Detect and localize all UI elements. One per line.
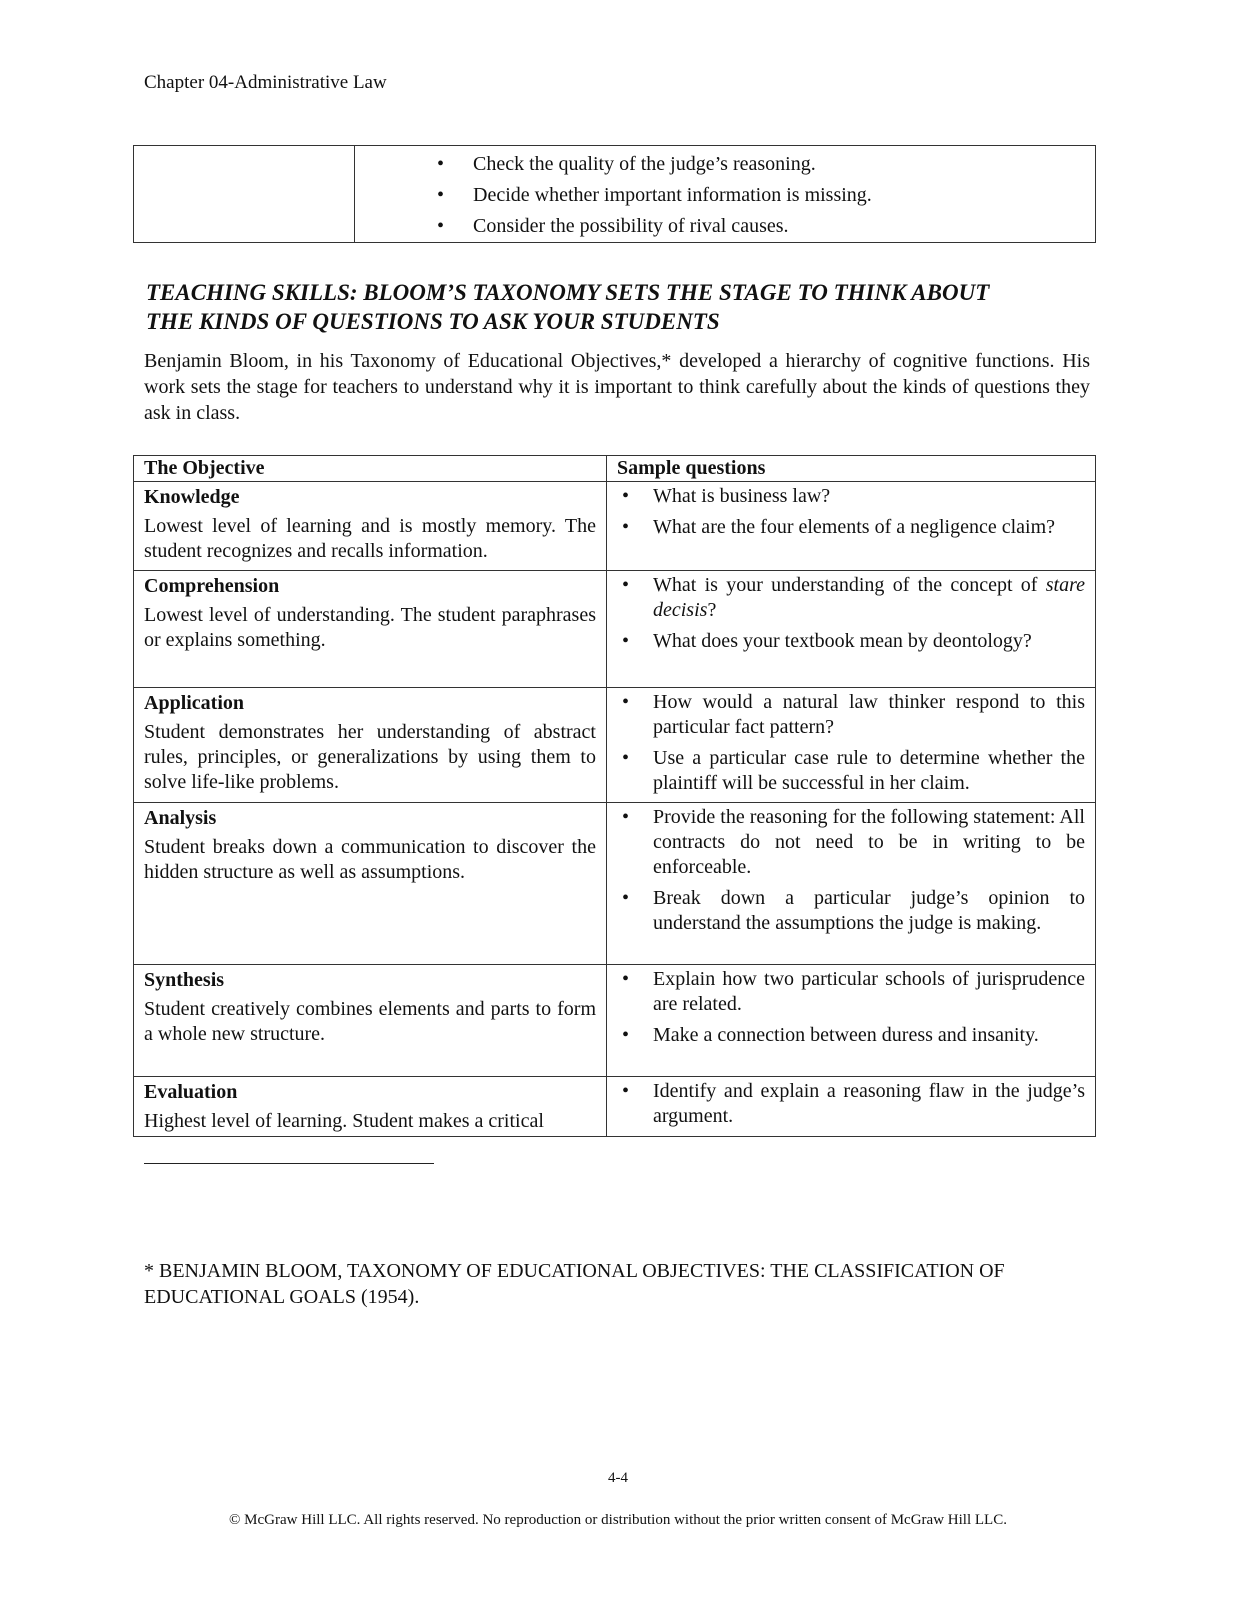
section-heading — [146, 278, 1096, 336]
question-text: What is your understanding of the concept of — [653, 574, 1046, 596]
empty-cell — [134, 146, 355, 243]
objective-description: Lowest level of understanding. The student paraphrases or explains something. — [144, 604, 596, 651]
list-item: • Make a connection between duress and insanity. — [617, 1023, 1085, 1048]
objective-cell — [134, 688, 607, 803]
list-item — [617, 573, 1085, 623]
table-row — [134, 688, 1096, 803]
list-item: • Decide whether important information is missing. — [355, 180, 1095, 211]
questions-cell — [607, 803, 1096, 965]
objective-description: Student breaks down a communication to discover the hidden structure as well as assumptions. — [144, 836, 596, 883]
header-objective: The Objective — [134, 456, 607, 482]
objective-title: Synthesis — [144, 969, 225, 991]
objective-description: Student demonstrates her understanding of abstract rules, principles, or generalizations by using them to solve life-like problems. — [144, 721, 596, 793]
header-questions: Sample questions — [607, 456, 1096, 482]
list-item: • Explain how two particular schools of jurisprudence are related. — [617, 967, 1085, 1017]
continued-bullet-list — [355, 146, 1095, 242]
questions-cell — [607, 1077, 1096, 1137]
list-item: • Check the quality of the judge’s reasoning. — [355, 149, 1095, 180]
objective-cell — [134, 803, 607, 965]
list-item: • Consider the possibility of rival causes. — [355, 211, 1095, 242]
question-list — [617, 688, 1085, 796]
questions-cell — [607, 965, 1096, 1077]
question-list — [617, 1077, 1085, 1129]
list-item: • Identify and explain a reasoning flaw in the judge’s argument. — [617, 1079, 1085, 1129]
question-punct: ? — [707, 599, 717, 621]
intro-paragraph: Benjamin Bloom, in his Taxonomy of Educational Objectives,* developed a hierarchy of cognitive functions. His work sets the stage for teachers to understand why it is important to think carefully about the kinds of questions they ask in class. — [144, 350, 1090, 424]
table-row — [134, 803, 1096, 965]
question-list — [617, 803, 1085, 936]
taxonomy-table — [133, 455, 1096, 1137]
continued-bullets-cell — [355, 146, 1096, 243]
page-number: 4-4 — [608, 1470, 628, 1486]
heading-line-1: TEACHING SKILLS: BLOOM’S TAXONOMY SETS THE STAGE TO THINK ABOUT — [146, 280, 990, 305]
objective-cell — [134, 571, 607, 688]
list-item: • Use a particular case rule to determine whether the plaintiff will be successful in her claim. — [617, 746, 1085, 796]
list-item: • Provide the reasoning for the following statement: All contracts do not need to be in writing to be enforceable. — [617, 805, 1085, 880]
table-row — [134, 965, 1096, 1077]
footnote-rule — [144, 1163, 434, 1164]
question-list — [617, 482, 1085, 540]
table-row — [134, 1077, 1096, 1137]
questions-cell — [607, 482, 1096, 571]
question-list — [617, 965, 1085, 1048]
heading-line-2: THE KINDS OF QUESTIONS TO ASK YOUR STUDENTS — [146, 309, 720, 334]
list-item: • What are the four elements of a negligence claim? — [617, 515, 1085, 540]
list-item: • What does your textbook mean by deontology? — [617, 629, 1085, 654]
list-item: • What is business law? — [617, 484, 1085, 509]
table-row — [134, 482, 1096, 571]
objective-cell — [134, 482, 607, 571]
objective-cell — [134, 965, 607, 1077]
question-list — [617, 571, 1085, 654]
objective-title: Analysis — [144, 807, 217, 829]
copyright-notice: © McGraw Hill LLC. All rights reserved. No reproduction or distribution without the prior written consent of McGraw Hill LLC. — [229, 1512, 1007, 1528]
latin-term: stare decisis — [653, 574, 1085, 621]
questions-cell — [607, 688, 1096, 803]
list-item: • Break down a particular judge’s opinion to understand the assumptions the judge is making. — [617, 886, 1085, 936]
questions-cell — [607, 571, 1096, 688]
objective-description: Student creatively combines elements and parts to form a whole new structure. — [144, 998, 596, 1045]
table-row — [134, 571, 1096, 688]
objective-title: Evaluation — [144, 1081, 238, 1103]
objective-description: Lowest level of learning and is mostly memory. The student recognizes and recalls information. — [144, 515, 596, 562]
objective-title: Comprehension — [144, 575, 280, 597]
footnote: * BENJAMIN BLOOM, TAXONOMY OF EDUCATIONAL OBJECTIVES: THE CLASSIFICATION OF EDUCATIONAL GOALS (1954). — [144, 1260, 1005, 1308]
list-item: • How would a natural law thinker respond to this particular fact pattern? — [617, 690, 1085, 740]
objective-title: Knowledge — [144, 486, 240, 508]
continued-table — [133, 145, 1096, 243]
running-head: Chapter 04-Administrative Law — [144, 72, 387, 93]
objective-description: Highest level of learning. Student makes a critical — [144, 1110, 544, 1132]
objective-cell — [134, 1077, 607, 1137]
objective-title: Application — [144, 692, 245, 714]
